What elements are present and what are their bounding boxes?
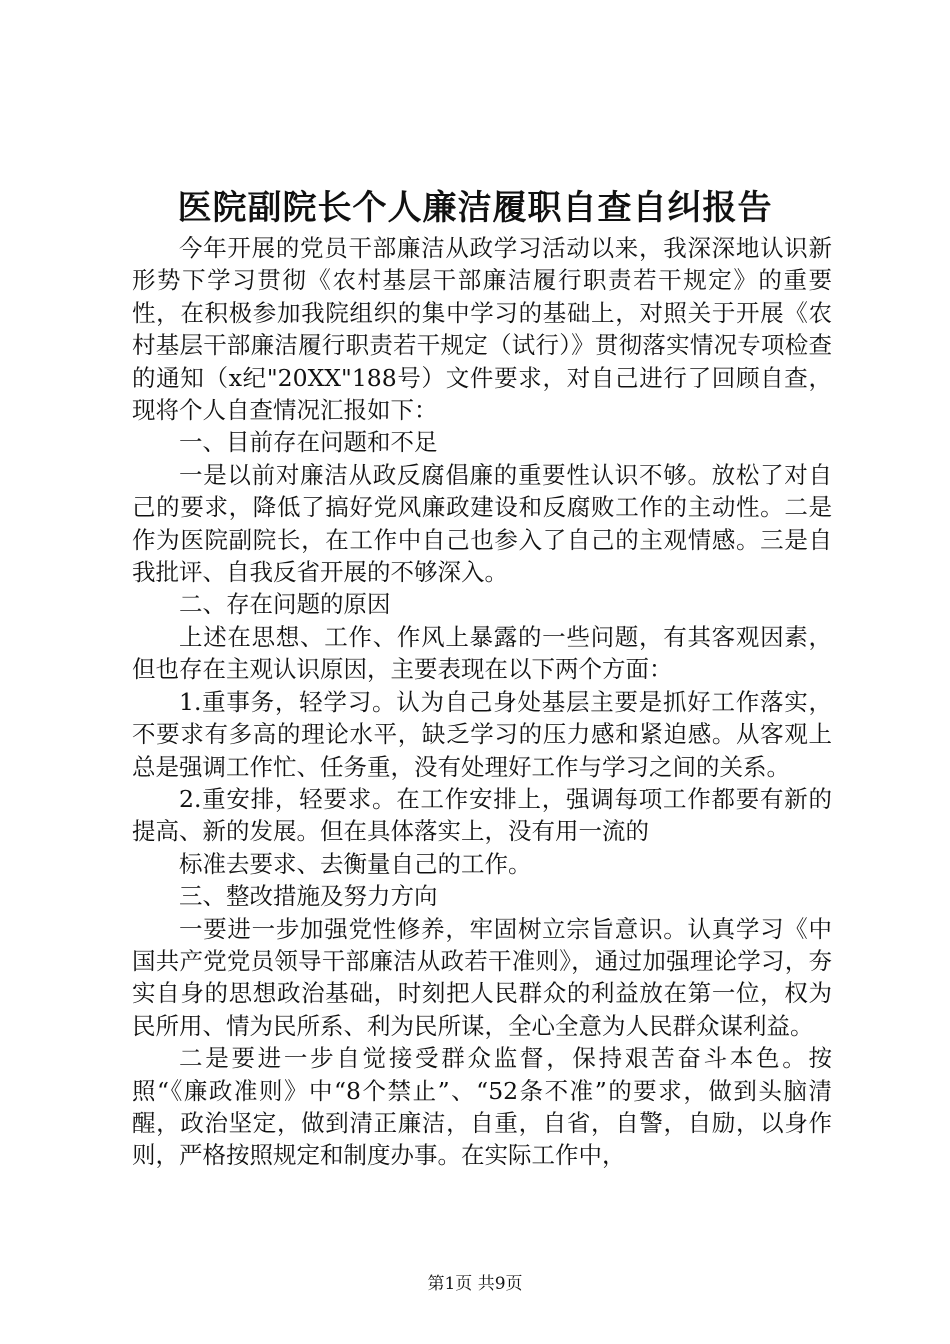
section-heading-1: 一、目前存在问题和不足: [179, 428, 438, 457]
paragraph-causes-intro: 上述在思想、工作、作风上暴露的一些问题，有其客观因素，但也存在主观认识原因，主要表现在以下两个方面：: [132, 622, 832, 684]
paragraph-measure-1: 一要进一步加强党性修养，牢固树立宗旨意识。认真学习《中国共产党党员领导干部廉洁从政若干准则》，通过加强理论学习，夯实自身的思想政治基础，时刻把人民群众的利益放在第一位，权为民所用、情为民所系、利为民所谋，全心全意为人民群众谋利益。: [132, 914, 832, 1040]
paragraph-cause-2: 2.重安排，轻要求。在工作安排上，强调每项工作都要有新的提高、新的发展。但在具体落实上，没有用一流的: [132, 784, 832, 846]
paragraph-cause-1: 1.重事务，轻学习。认为自己身处基层主要是抓好工作落实，不要求有多高的理论水平，缺乏学习的压力感和紧迫感。从客观上总是强调工作忙、任务重，没有处理好工作与学习之间的关系。: [132, 687, 832, 781]
section-heading-2: 二、存在问题的原因: [179, 590, 391, 619]
paragraph-measure-2: 二是要进一步自觉接受群众监督，保持艰苦奋斗本色。按照“《廉政准则》中“8个禁止”、“52条不准”的要求，做到头脑清醒，政治坚定，做到清正廉洁，自重，自省，自警，自励，以身作则，严格按照规定和制度办事。在实际工作中，: [132, 1044, 832, 1170]
document-body: [132, 232, 832, 1172]
document-title: 医院副院长个人廉洁履职自查自纠报告: [177, 188, 773, 228]
section-heading-3: 三、整改措施及努力方向: [179, 882, 438, 911]
page-number-footer: 第1页 共9页: [427, 1274, 523, 1294]
paragraph-problems: 一是以前对廉洁从政反腐倡廉的重要性认识不够。放松了对自己的要求，降低了搞好党风廉政建设和反腐败工作的主动性。二是作为医院副院长，在工作中自己也参入了自己的主观情感。三是自我批评、自我反省开展的不够深入。: [132, 460, 832, 587]
paragraph-cause-2-continued: 标准去要求、去衡量自己的工作。: [179, 849, 532, 878]
paragraph-intro: 今年开展的党员干部廉洁从政学习活动以来，我深深地认识新形势下学习贯彻《农村基层干部廉洁履行职责若干规定》的重要性，在积极参加我院组织的集中学习的基础上，对照关于开展《农村基层干部廉洁履行职责若干规定（试行）》贯彻落实情况专项检查的通知（x纪"20XX"188号）文件要求，对自己进行了回顾自查，现将个人自查情况汇报如下：: [132, 234, 832, 425]
